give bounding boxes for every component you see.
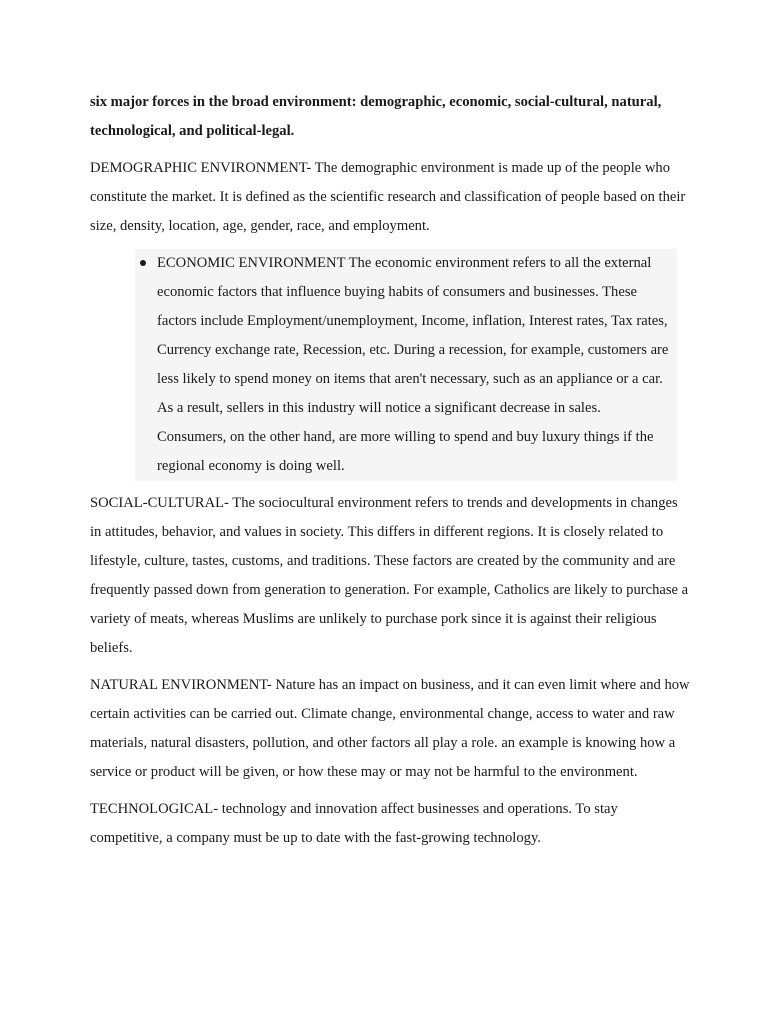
bullet-list-economic [135,249,677,481]
section-label-natural: NATURAL ENVIRONMENT- [90,677,272,693]
document-heading: six major forces in the broad environment: demographic, economic, social-cultural, natural, technological, and political-legal. [90,94,662,139]
document-page [90,88,690,861]
paragraph-social-cultural [90,489,690,663]
section-label-technological: TECHNOLOGICAL- [90,801,219,817]
section-label-economic: ECONOMIC ENVIRONMENT [157,255,346,271]
section-text-demographic: The demographic environment is made up of the people who constitute the market. It is defined as the scientific research and classification of people based on their size, density, location, age, gender, race, and employment. [90,160,686,234]
bullet-icon [140,260,146,266]
section-text-social-cultural: The sociocultural environment refers to trends and developments in changes in attitudes, behavior, and values in society. This differs in different regions. It is closely related to lifestyle, culture, tastes, customs, and traditions. These factors are created by the community and are frequently passed down from generation to generation. For example, Catholics are likely to purchase a variety of meats, whereas Muslims are unlikely to purchase pork since it is against their religious beliefs. [90,495,689,656]
section-text-natural: Nature has an impact on business, and it can even limit where and how certain activities can be carried out. Climate change, environmental change, access to water and raw materials, natural disasters, pollution, and other factors all play a role. an example is knowing how a service or product will be given, or how these may or may not be harmful to the environment. [90,677,690,780]
section-label-demographic: DEMOGRAPHIC ENVIRONMENT- [90,160,312,176]
section-text-economic: The economic environment refers to all the external economic factors that influence buying habits of consumers and businesses. These factors include Employment/unemployment, Income, inflation, Interest rates, Tax rates, Currency exchange rate, Recession, etc. During a recession, for example, customers are less likely to spend money on items that aren't necessary, such as an appliance or a car. As a result, sellers in this industry will notice a significant decrease in sales. Consumers, on the other hand, are more willing to spend and buy luxury things if the regional economy is doing well. [157,255,669,474]
section-text-technological: technology and innovation affect businesses and operations. To stay competitive, a company must be up to date with the fast-growing technology. [90,801,618,846]
paragraph-demographic [90,154,690,241]
paragraph-technological [90,795,690,853]
list-item-economic [157,249,677,481]
paragraph-natural [90,671,690,787]
section-label-social-cultural: SOCIAL-CULTURAL- [90,495,229,511]
